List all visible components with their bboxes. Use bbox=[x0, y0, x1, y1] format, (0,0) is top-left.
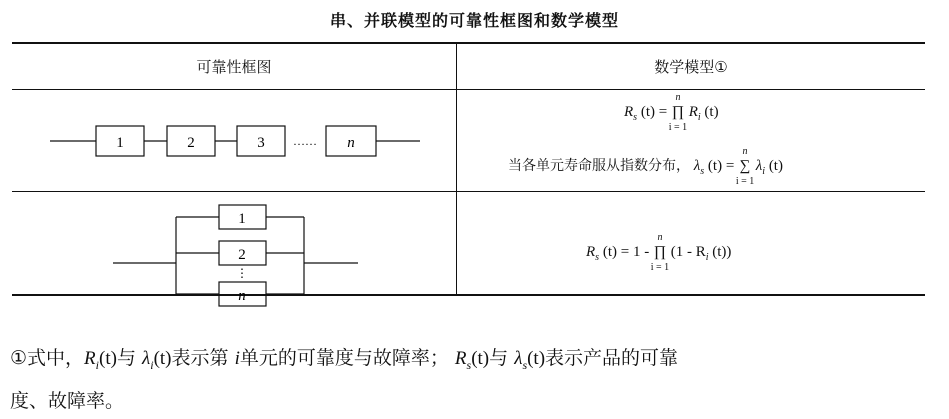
series-label-2: 2 bbox=[187, 135, 195, 151]
table-title: 串、并联模型的可靠性框图和数学模型 bbox=[329, 11, 619, 30]
series-reliability-formula: $R_s$ (t) = n ∏ i = 1 $R_i$ (t) bbox=[624, 92, 719, 133]
parallel-label-n: n bbox=[238, 288, 246, 304]
parallel-label-1: 1 bbox=[238, 211, 246, 227]
series-label-n: n bbox=[347, 135, 355, 151]
series-failure-rate-formula: 当各单元寿命服从指数分布， $\lambda_s$ (t) = n ∑ i = 1 $\lambda_i$ (t) bbox=[508, 146, 783, 187]
parallel-vdots: ⋮ bbox=[236, 266, 248, 280]
header-block-diagram: 可靠性框图 bbox=[196, 58, 272, 76]
series-label-3: 3 bbox=[257, 135, 265, 151]
parallel-reliability-formula: $R_s$ (t) = 1 - n ∏ i = 1 ($1 - R_i$ (t)) bbox=[586, 232, 732, 273]
footnote: ①式中，$R_i(t)$与 $\lambda_i(t)$表示第 i单元的可靠度与故障率； $R_s(t)$与 $\lambda_s(t)$表示产品的可靠 度、故障率。 bbox=[10, 347, 679, 412]
header-math-model: 数学模型① bbox=[654, 58, 728, 76]
series-label-1: 1 bbox=[116, 135, 124, 151]
parallel-label-2: 2 bbox=[238, 247, 246, 263]
series-dots: …… bbox=[293, 134, 317, 148]
